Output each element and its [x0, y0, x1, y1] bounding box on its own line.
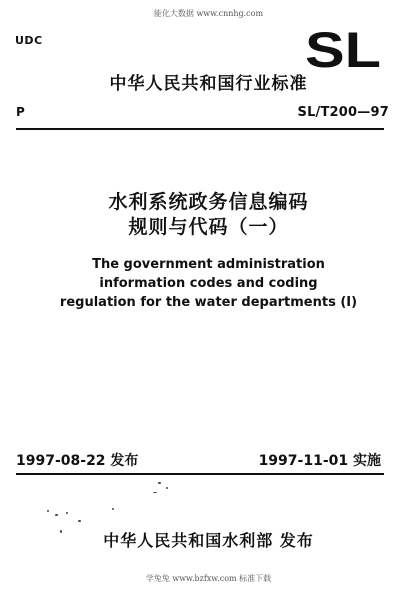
scan-speck	[78, 520, 81, 522]
sl-logo-text: SL	[305, 27, 381, 71]
issue-date: 1997-08-22 发布	[16, 453, 139, 469]
title-cn-line-2: 规则与代码（一）	[128, 216, 289, 238]
classification-grade: P	[16, 105, 25, 119]
scan-speck	[55, 514, 58, 516]
scan-speck	[66, 512, 68, 514]
standard-type-heading: 中华人民共和国行业标准	[109, 74, 308, 94]
scan-speck	[153, 492, 157, 493]
title-en-line-2: information codes and coding	[99, 276, 318, 291]
effective-date: 1997-11-01 实施	[258, 453, 381, 469]
sl-logo	[303, 27, 383, 71]
title-en-line-3: regulation for the water departments (I)	[59, 295, 358, 310]
standard-number: SL/T200—97	[297, 105, 389, 120]
scan-speck	[112, 508, 114, 510]
watermark-bottom: 学兔兔 www.bzfxw.com 标准下载	[145, 574, 272, 583]
udc-label: UDC	[15, 34, 43, 47]
title-cn-line-1: 水利系统政务信息编码	[108, 191, 309, 213]
scan-speck	[158, 482, 161, 484]
watermark-top: 能化大数据 www.cnnhg.com	[153, 9, 264, 18]
bottom-rule	[16, 473, 384, 475]
title-en-line-1: The government administration	[92, 257, 325, 272]
top-rule	[16, 128, 384, 130]
scan-speck	[47, 510, 49, 512]
publisher-line: 中华人民共和国水利部 发布	[103, 531, 314, 550]
scan-speck	[166, 487, 168, 489]
